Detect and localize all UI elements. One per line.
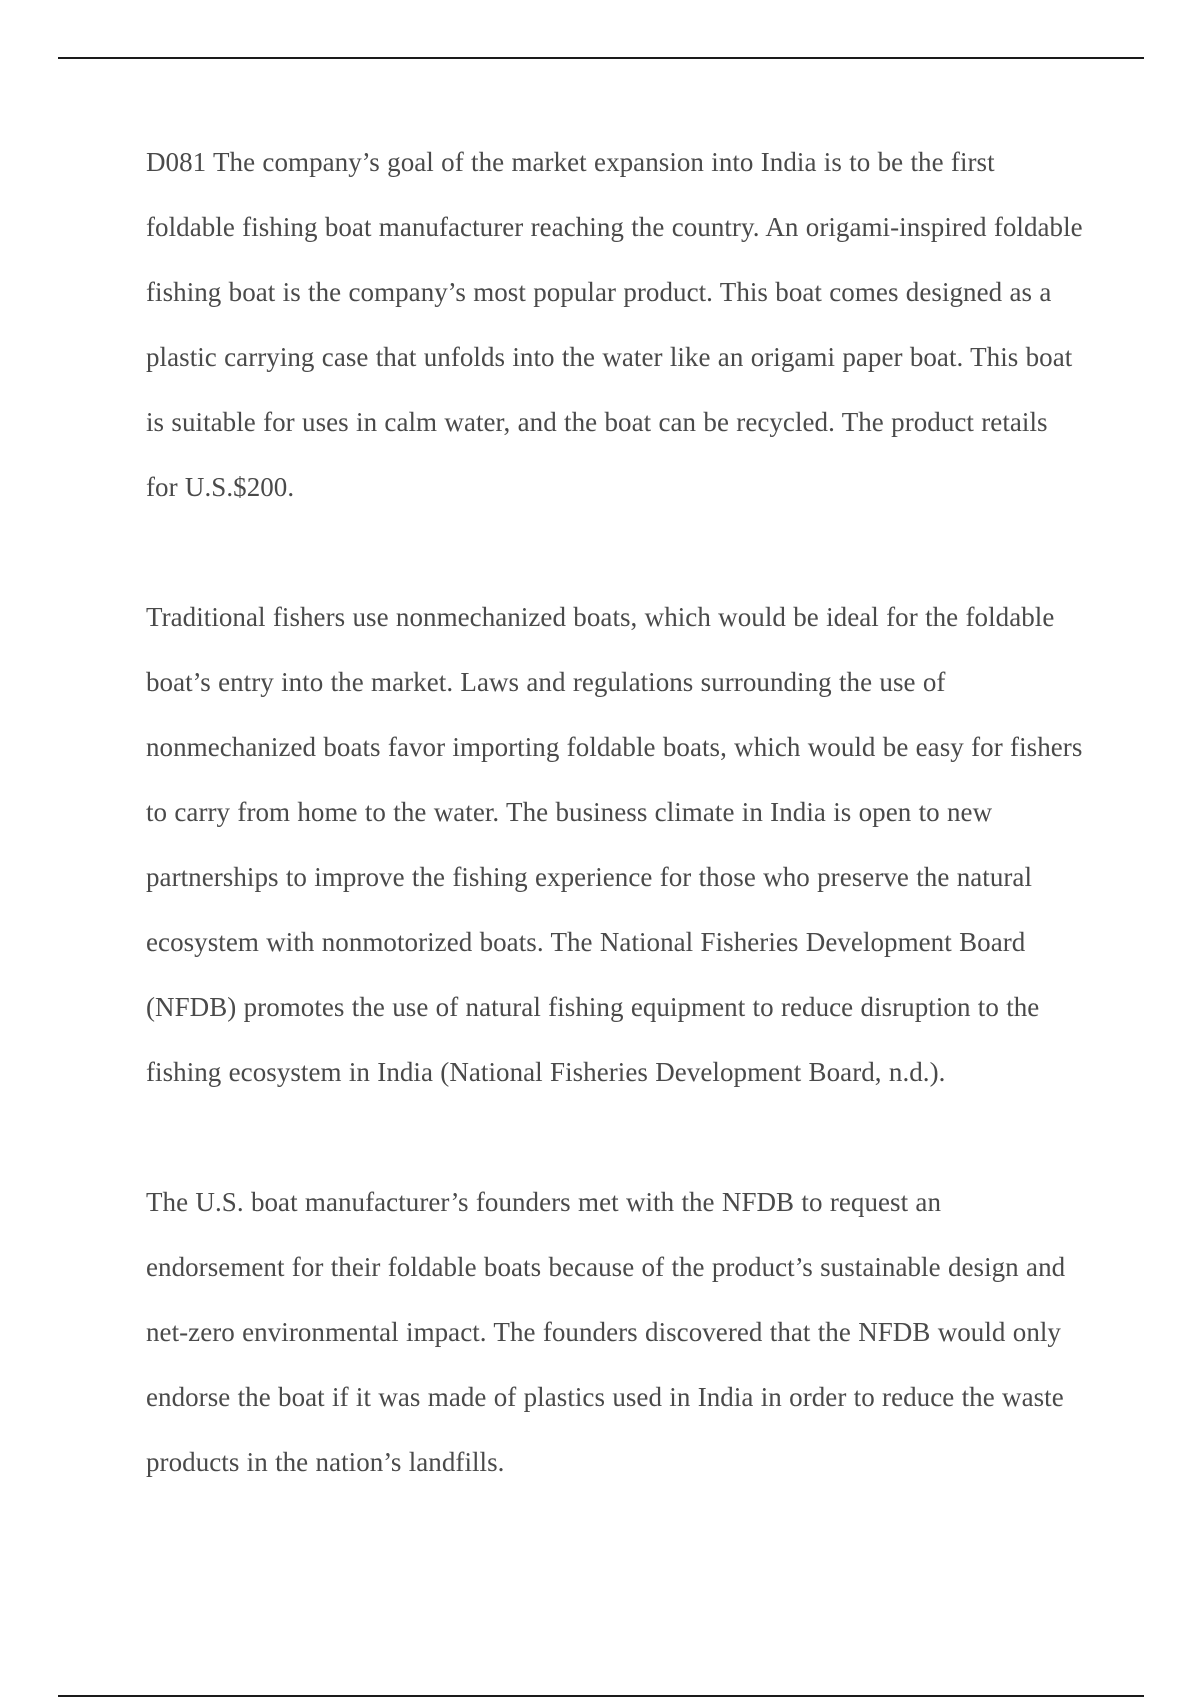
document-body bbox=[146, 130, 1086, 1495]
paragraph-2: Traditional fishers use nonmechanized boats, which would be ideal for the foldable boat’s entry into the market. Laws and regulations surrounding the use of nonmechanized boats favor importing foldable boats, which would be easy for fishers to carry from home to the water. The business climate in India is open to new partnerships to improve the fishing experience for those who preserve the natural ecosystem with nonmotorized boats. The National Fisheries Development Board (NFDB) promotes the use of natural fishing equipment to reduce disruption to the fishing ecosystem in India (National Fisheries Development Board, n.d.). bbox=[146, 602, 1083, 1087]
bottom-rule bbox=[58, 1695, 1144, 1697]
paragraph-3: The U.S. boat manufacturer’s founders met with the NFDB to request an endorsement for their foldable boats because of the product’s sustainable design and net-zero environmental impact. The founders discovered that the NFDB would only endorse the boat if it was made of plastics used in India in order to reduce the waste products in the nation’s landfills. bbox=[146, 1187, 1066, 1477]
paragraph-1: D081 The company’s goal of the market expansion into India is to be the first foldable fishing boat manufacturer reaching the country. An origami-inspired foldable fishing boat is the company’s most popular product. This boat comes designed as a plastic carrying case that unfolds into the water like an origami paper boat. This boat is suitable for uses in calm water, and the boat can be recycled. The product retails for U.S.$200. bbox=[146, 147, 1083, 502]
top-rule bbox=[58, 57, 1144, 59]
